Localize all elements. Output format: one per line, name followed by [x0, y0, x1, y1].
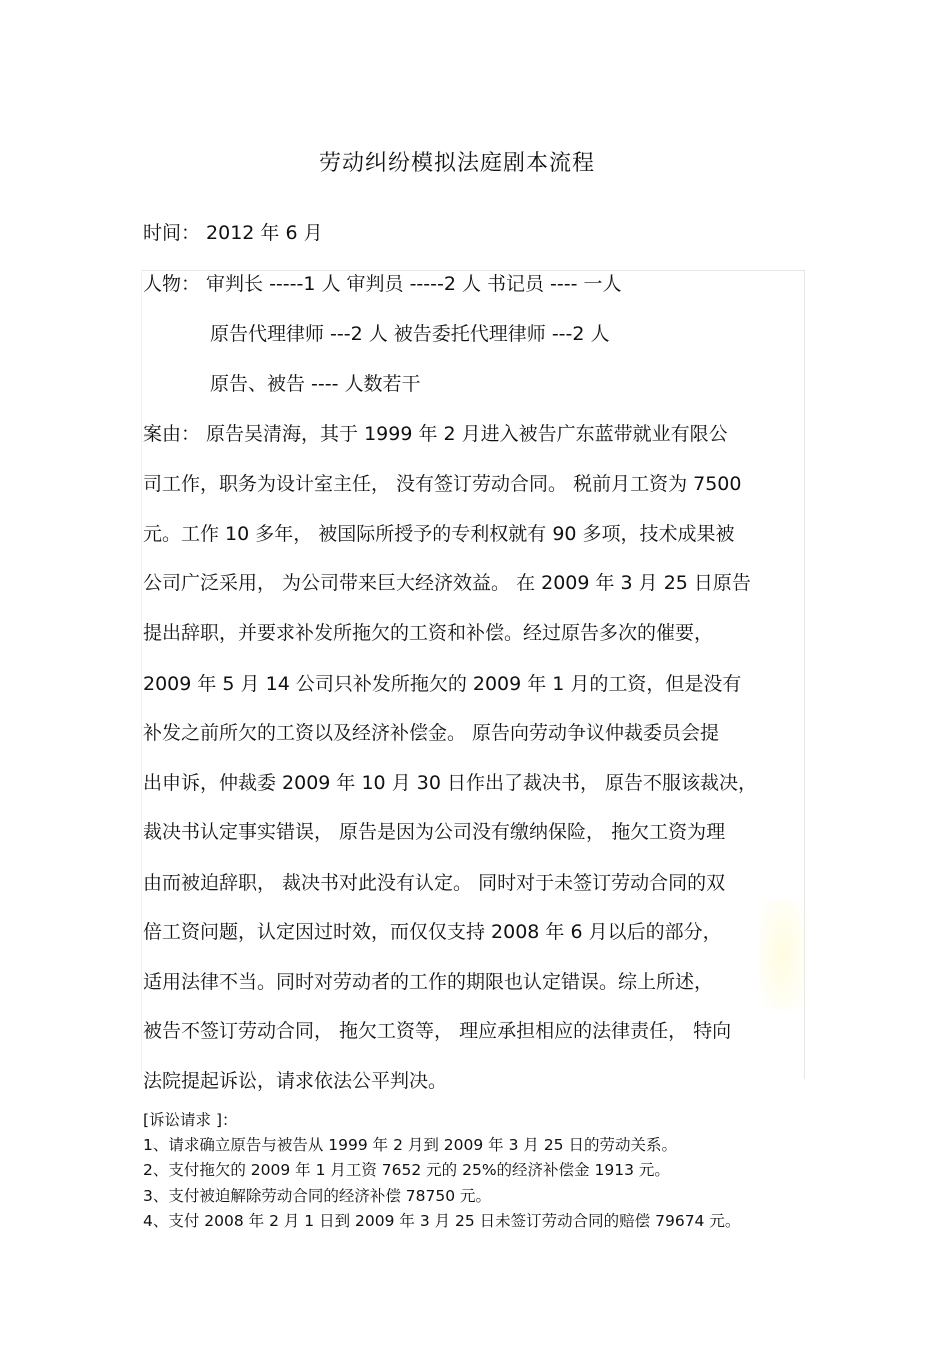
case-line: 法院提起诉讼，请求依法公平判决。	[143, 1070, 448, 1092]
case-line: 裁决书认定事实错误， 原告是因为公司没有缴纳保险， 拖欠工资为理	[143, 821, 726, 843]
time-line: 时间： 2012 年 6 月	[143, 222, 323, 244]
claim-item: 3、支付被迫解除劳动合同的经济补偿 78750 元。	[143, 1187, 492, 1205]
scan-stain	[760, 900, 805, 1010]
case-line: 补发之前所欠的工资以及经济补偿金。 原告向劳动争议仲裁委员会提	[143, 722, 720, 744]
characters-line-1: 人物： 审判长 -----1 人 审判员 -----2 人 书记员 ---- 一人	[143, 273, 622, 295]
claim-item: 4、支付 2008 年 2 月 1 日到 2009 年 3 月 25 日未签订劳动合同的赔偿 79674 元。	[143, 1212, 741, 1230]
case-line: 2009 年 5 月 14 公司只补发所拖欠的 2009 年 1 月的工资，但是没有	[143, 673, 742, 695]
claims-heading: [诉讼请求 ]：	[143, 1111, 238, 1129]
case-line: 元。工作 10 多年， 被国际所授予的专利权就有 90 多项，技术成果被	[143, 523, 735, 545]
case-line: 案由： 原告吴清海，其于 1999 年 2 月进入被告广东蓝带就业有限公	[143, 423, 728, 445]
case-line: 被告不签订劳动合同， 拖欠工资等， 理应承担相应的法律责任， 特向	[143, 1020, 732, 1042]
case-line: 出申诉，仲裁委 2009 年 10 月 30 日作出了裁决书， 原告不服该裁决，	[143, 772, 757, 794]
case-line: 提出辞职，并要求补发所拖欠的工资和补偿。经过原告多次的催要，	[143, 622, 714, 644]
characters-line-2: 原告代理律师 ---2 人 被告委托代理律师 ---2 人	[210, 323, 610, 345]
case-line: 由而被迫辞职， 裁决书对此没有认定。 同时对于未签订劳动合同的双	[143, 872, 726, 894]
case-line: 倍工资问题，认定因过时效，而仅仅支持 2008 年 6 月以后的部分，	[143, 921, 722, 943]
claim-item: 2、支付拖欠的 2009 年 1 月工资 7652 元的 25%的经济补偿金 1913 元。	[143, 1161, 670, 1179]
claim-item: 1、请求确立原告与被告从 1999 年 2 月到 2009 年 3 月 25 日的劳动关系。	[143, 1136, 677, 1154]
document-title: 劳动纠纷模拟法庭剧本流程	[318, 151, 595, 176]
case-line: 公司广泛采用， 为公司带来巨大经济效益。 在 2009 年 3 月 25 日原告	[143, 572, 751, 594]
case-line: 司工作，职务为设计室主任， 没有签订劳动合同。 税前月工资为 7500	[143, 473, 742, 495]
characters-line-3: 原告、被告 ---- 人数若干	[210, 373, 421, 395]
case-line: 适用法律不当。同时对劳动者的工作的期限也认定错误。综上所述，	[143, 971, 714, 993]
